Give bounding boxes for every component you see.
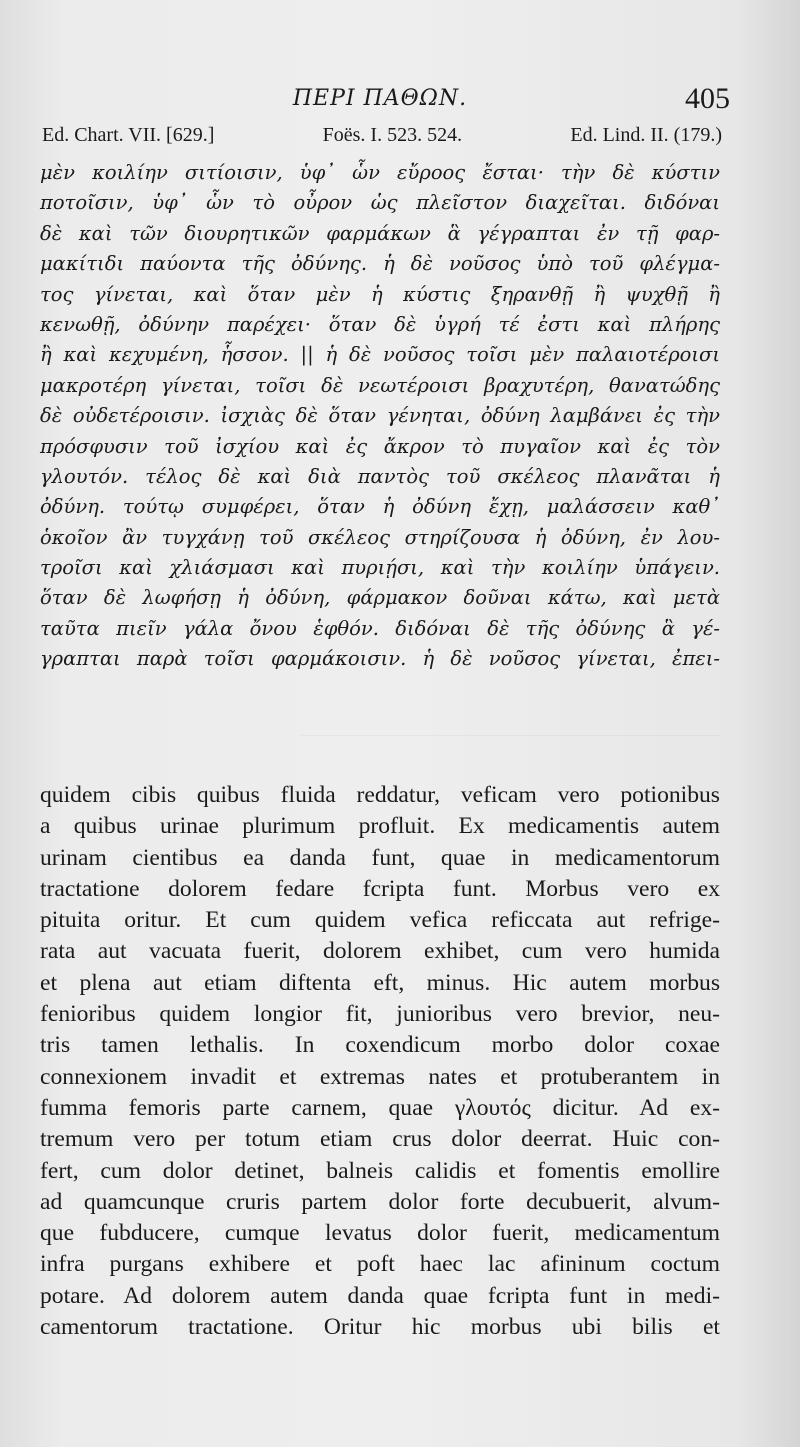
latin-line: ad quamcunque cruris partem dolor forte decubuerit, alvum- (40, 1188, 720, 1215)
greek-line: τος γίνεται, καὶ ὅταν μὲν ἡ κύστις ξηρανθῇ ἢ ψυχθῇ ἢ (40, 282, 720, 306)
latin-line: potare. Ad dolorem autem danda quae fcripta funt in medi- (40, 1282, 720, 1309)
latin-line: tremum vero per totum etiam crus dolor deerrat. Huic con- (40, 1126, 720, 1153)
greek-line: τροῖσι καὶ χλιάσμασι καὶ πυριῄσι, καὶ τὴν κοιλίην ὑπάγειν. (40, 556, 720, 580)
latin-line: infra purgans exhibere et poft haec lac afininum coctum (40, 1251, 720, 1278)
bleed-through-shadow (300, 735, 720, 736)
latin-line: tractatione dolorem fedare fcripta funt. Morbus vero ex (40, 875, 720, 902)
latin-line: pituita oritur. Et cum quidem vefica reficcata aut refrige- (40, 907, 720, 934)
latin-line: tris tamen lethalis. In coxendicum morbo dolor coxae (40, 1032, 720, 1059)
latin-line: fumma femoris parte carnem, quae γλουτός dicitur. Ad ex- (40, 1094, 720, 1121)
greek-line: μακίτιδι παύοντα τῆς ὀδύνης. ἡ δὲ νοῦσος ὑπὸ τοῦ φλέγμα- (40, 252, 720, 276)
latin-text-block (40, 780, 720, 1343)
greek-line: ποτοῖσιν, ὑφ᾽ ὧν τὸ οὖρον ὡς πλεῖστον διαχεῖται. διδόναι (40, 191, 720, 215)
greek-line: ἢ καὶ κεχυμένη, ἧσσον. || ἡ δὲ νοῦσος τοῖσι μὲν παλαιοτέροισι (40, 343, 720, 367)
greek-line: δὲ καὶ τῶν διουρητικῶν φαρμάκων ἃ γέγραπται ἐν τῇ φαρ- (40, 221, 720, 245)
edition-references (42, 124, 722, 147)
greek-line: γλουτόν. τέλος δὲ καὶ διὰ παντὸς τοῦ σκέλεος πλανᾶται ἡ (40, 464, 720, 488)
page-header (40, 82, 730, 122)
greek-line: δὲ οὐδετέροισιν. ἰσχιὰς δὲ ὅταν γένηται, ὀδύνη λαμβάνει ἐς τὴν (40, 404, 720, 428)
edition-ref-chart: Ed. Chart. VII. [629.] (42, 124, 215, 146)
latin-line: rata aut vacuata fuerit, dolorem exhibet, cum vero humida (40, 938, 720, 965)
page-number: 405 (685, 82, 730, 115)
latin-line: quidem cibis quibus fluida reddatur, veficam vero potionibus (40, 782, 720, 808)
latin-line: connexionem invadit et extremas nates et protuberantem in (40, 1063, 720, 1090)
greek-text-block (40, 158, 720, 675)
greek-line: ταῦτα πιεῖν γάλα ὄνου ἑφθόν. διδόναι δὲ τῆς ὀδύνης ἃ γέ- (40, 616, 720, 640)
greek-line: γραπται παρὰ τοῖσι φαρμάκοισιν. ἡ δὲ νοῦσος γίνεται, ἐπει- (40, 647, 720, 671)
greek-line: ὁκοῖον ἂν τυγχάνῃ τοῦ σκέλεος στηρίζουσα ἡ ὀδύνη, ἐν λου- (40, 525, 720, 549)
running-title: ΠΕΡΙ ΠΑΘΩΝ. (292, 86, 468, 111)
greek-line: ὀδύνη. τούτῳ συμφέρει, ὅταν ἡ ὀδύνη ἔχῃ, μαλάσσειν καθ᾽ (40, 495, 720, 519)
edition-ref-lind: Ed. Lind. II. (179.) (570, 124, 722, 146)
latin-line: et plena aut etiam diftenta eft, minus. Hic autem morbus (40, 969, 720, 996)
latin-line: que fubducere, cumque levatus dolor fuerit, medicamentum (40, 1220, 720, 1247)
greek-line: μὲν κοιλίην σιτίοισιν, ὑφ᾽ ὧν εὔροος ἔσται· τὴν δὲ κύστιν (40, 161, 720, 184)
latin-line: fert, cum dolor detinet, balneis calidis et fomentis emollire (40, 1157, 720, 1184)
edition-ref-foes: Foës. I. 523. 524. (322, 124, 463, 146)
latin-line: camentorum tractatione. Oritur hic morbus ubi bilis et (40, 1314, 720, 1341)
latin-line: urinam cientibus ea danda funt, quae in medicamentorum (40, 844, 720, 871)
greek-line: μακροτέρη γίνεται, τοῖσι δὲ νεωτέροισι βραχυτέρη, θανατώδης (40, 373, 720, 397)
greek-line: ὅταν δὲ λωφήσῃ ἡ ὀδύνη, φάρμακον δοῦναι κάτω, καὶ μετὰ (40, 586, 720, 610)
latin-line: fenioribus quidem longior fit, junioribus vero brevior, neu- (40, 1001, 720, 1028)
greek-line: πρόσφυσιν τοῦ ἰσχίου καὶ ἐς ἄκρον τὸ πυγαῖον καὶ ἐς τὸν (40, 434, 720, 458)
greek-line: κενωθῇ, ὀδύνην παρέχει· ὅταν δὲ ὑγρή τέ ἐστι καὶ πλήρης (40, 312, 720, 336)
latin-line: a quibus urinae plurimum profluit. Ex medicamentis autem (40, 813, 720, 840)
